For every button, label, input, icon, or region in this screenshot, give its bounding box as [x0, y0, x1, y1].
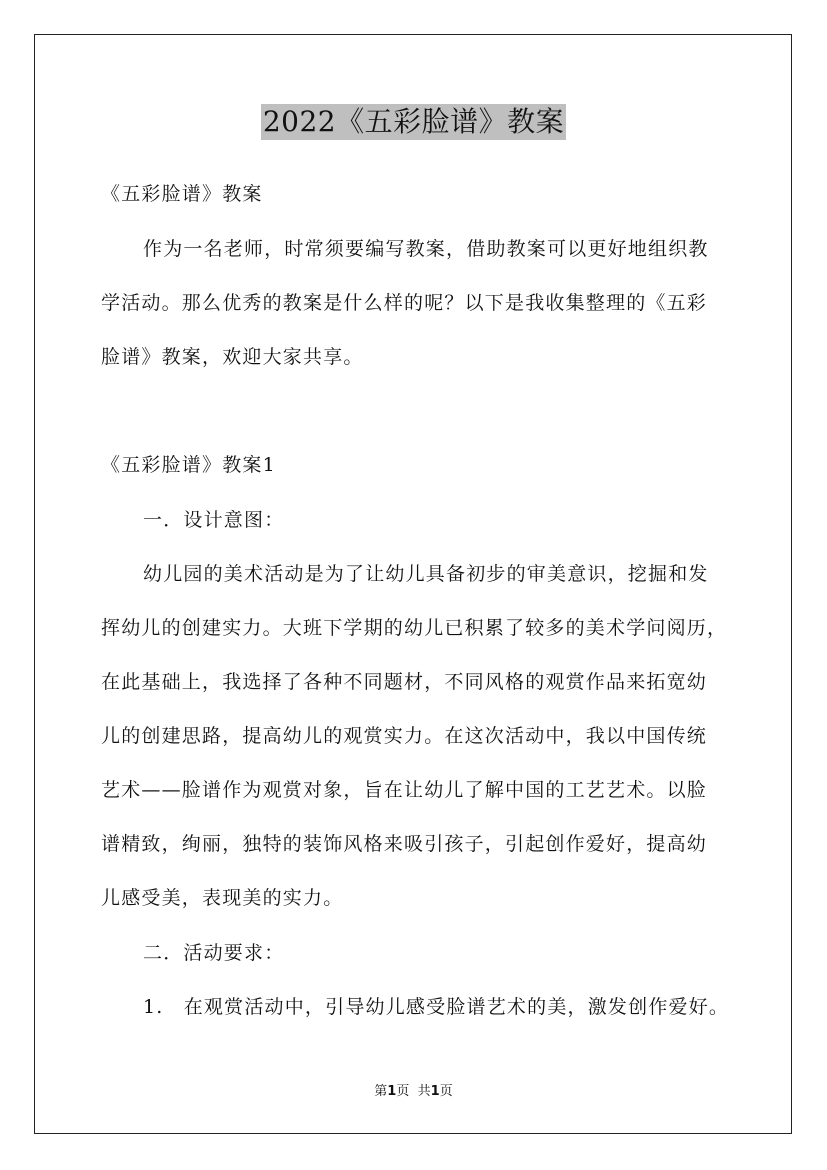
design-paragraph-line-5: 艺术——脸谱作为观赏对象，旨在让幼儿了解中国的工艺艺术。以脸	[101, 779, 708, 801]
design-paragraph-line-4: 儿的创建思路，提高幼儿的观赏实力。在这次活动中，我以中国传统	[101, 725, 708, 747]
footer-total-suffix: 页	[439, 1084, 453, 1099]
intro-line-1: 作为一名老师，时常须要编写教案，借助教案可以更好地组织教	[143, 238, 709, 260]
footer-page-prefix: 第	[374, 1084, 388, 1099]
footer-page-suffix: 页	[396, 1084, 410, 1099]
design-paragraph-line-1: 幼儿园的美术活动是为了让幼儿具备初步的审美意识，挖掘和发	[143, 563, 709, 585]
requirement-item-1: 1. 在观赏活动中，引导幼儿感受脸谱艺术的美，激发创作爱好。	[143, 996, 730, 1018]
footer-page-number: 1	[387, 1084, 397, 1099]
heading-activity-requirements: 二．活动要求：	[143, 942, 285, 964]
intro-line-2: 学活动。那么优秀的教案是什么样的呢？以下是我收集整理的《五彩	[101, 292, 708, 314]
page-footer	[0, 1083, 827, 1101]
design-paragraph-line-7: 儿感受美，表现美的实力。	[101, 887, 344, 909]
document-title-text: 2022《五彩脸谱》教案	[262, 105, 565, 138]
footer-total-number: 1	[430, 1084, 440, 1099]
document-subtitle: 《五彩脸谱》教案	[101, 183, 263, 205]
document-title	[0, 104, 827, 140]
design-paragraph-line-3: 在此基础上，我选择了各种不同题材，不同风格的观赏作品来拓宽幼	[101, 671, 708, 693]
design-paragraph-line-6: 谱精致，绚丽，独特的装饰风格来吸引孩子，引起创作爱好，提高幼	[101, 833, 708, 855]
section-title: 《五彩脸谱》教案1	[101, 454, 276, 476]
heading-design-intent: 一．设计意图：	[143, 509, 285, 531]
design-paragraph-line-2: 挥幼儿的创建实力。大班下学期的幼儿已积累了较多的美术学问阅历，	[101, 617, 728, 639]
footer-total-prefix: 共	[417, 1084, 431, 1099]
intro-line-3: 脸谱》教案，欢迎大家共享。	[101, 346, 364, 368]
